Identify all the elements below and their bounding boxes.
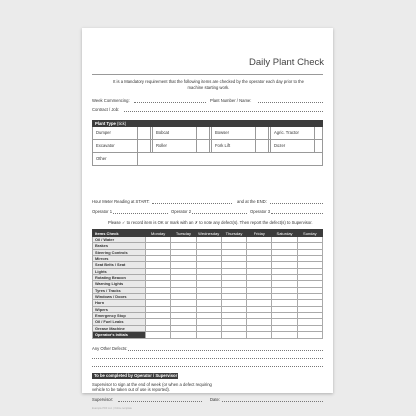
item-label: Tyres / Tracks	[93, 287, 146, 293]
day-header: Thursday	[221, 230, 246, 237]
hour-meter-end-label: and at the END:	[237, 199, 267, 204]
operator2-field[interactable]	[192, 213, 247, 214]
items-row	[93, 332, 323, 338]
operator1-label: Operator 1	[92, 209, 113, 214]
item-label: Seat Belts / Seat	[93, 262, 146, 268]
contract-job-field[interactable]	[124, 111, 323, 112]
operator2-label: Operator 2	[171, 209, 192, 214]
other-defects-label: Any Other Defects:	[92, 346, 128, 351]
operator1-field[interactable]	[113, 213, 168, 214]
other-defects-line[interactable]	[128, 350, 323, 351]
item-label: Oil / Fuel Leaks	[93, 319, 146, 325]
instruction-text: Please ✓ to record item is OK or mark with an ✗ to note any defect(s). Then report the defect(s) to Supervisor.	[108, 220, 313, 225]
plant-other-label: Other	[93, 153, 138, 165]
check-cell[interactable]	[272, 332, 297, 338]
plant-tractor-label: Agric. Tractor	[270, 127, 315, 139]
plant-bowser-tickbox[interactable]	[256, 127, 269, 139]
item-label: Operator's Initials	[93, 332, 146, 338]
supervisor-signature-field[interactable]	[118, 401, 202, 402]
day-header: Tuesday	[171, 230, 196, 237]
plant-type-row	[93, 140, 323, 153]
item-label: Rotating Beacon	[93, 275, 146, 281]
item-label: Wipers	[93, 306, 146, 312]
check-cell[interactable]	[196, 332, 221, 338]
check-cell[interactable]	[247, 332, 272, 338]
plant-forklift-tickbox[interactable]	[256, 140, 269, 152]
items-header: Items Check	[93, 230, 146, 237]
footer-text: Example PDF Ltd. | Online template	[92, 407, 132, 410]
contract-job-label: Contract / Job:	[92, 107, 120, 112]
plant-forklift-label: Fork Lift	[211, 140, 256, 152]
intro-text: It is a Mandatory requirement that the following items are checked by the operator each day prior to the machine starting work.	[113, 79, 304, 90]
plant-number-label: Plant Number / Name:	[210, 98, 252, 103]
item-label: Steering Controls	[93, 249, 146, 255]
plant-number-field[interactable]	[258, 102, 323, 103]
plant-bobcat-tickbox[interactable]	[197, 127, 210, 139]
plant-bowser-label: Bowser	[211, 127, 256, 139]
date-field[interactable]	[222, 401, 323, 402]
plant-excavator-tickbox[interactable]	[138, 140, 151, 152]
item-label: Emergency Stop	[93, 313, 146, 319]
plant-tractor-tickbox[interactable]	[315, 127, 323, 139]
items-header-row	[93, 230, 323, 237]
plant-bobcat-label: Bobcat	[152, 127, 197, 139]
item-label: Lights	[93, 268, 146, 274]
plant-type-header: Plant Type (tick)	[92, 120, 323, 127]
week-commencing-label: Week Commencing:	[92, 98, 130, 103]
plant-dumper-tickbox[interactable]	[138, 127, 151, 139]
item-label: Mirrors	[93, 256, 146, 262]
check-cell[interactable]	[221, 332, 246, 338]
operator3-field[interactable]	[271, 213, 323, 214]
item-label: Grease Machine	[93, 325, 146, 331]
hour-meter-start-label: Hour Meter Reading at START:	[92, 199, 150, 204]
other-defects-line[interactable]	[92, 366, 323, 367]
operator3-label: Operator 3	[250, 209, 271, 214]
plant-other-field[interactable]	[138, 153, 323, 165]
page-title: Daily Plant Check	[249, 57, 324, 68]
week-commencing-field[interactable]	[134, 102, 206, 103]
item-label: Warning Lights	[93, 281, 146, 287]
plant-type-table	[92, 120, 323, 166]
day-header: Wednesday	[196, 230, 221, 237]
hour-meter-end-field[interactable]	[270, 203, 323, 204]
day-header: Friday	[247, 230, 272, 237]
item-label: Oil / Water	[93, 237, 146, 243]
check-cell[interactable]	[171, 332, 196, 338]
plant-dumper-label: Dumper	[93, 127, 138, 139]
hour-meter-start-field[interactable]	[152, 203, 232, 204]
plant-roller-tickbox[interactable]	[197, 140, 210, 152]
plant-dozer-label: Dozer	[270, 140, 315, 152]
day-header: Saturday	[272, 230, 297, 237]
item-label: Windows / Doors	[93, 294, 146, 300]
check-cell[interactable]	[297, 332, 322, 338]
document-page	[82, 28, 333, 410]
plant-excavator-label: Excavator	[93, 140, 138, 152]
supervisor-label: Supervisor:	[92, 397, 114, 402]
supervisor-section-header: To be completed by Operator / Supervisor	[94, 373, 178, 378]
items-check-table	[92, 229, 323, 339]
other-defects-line[interactable]	[92, 358, 323, 359]
item-label: Horn	[93, 300, 146, 306]
day-header: Monday	[146, 230, 171, 237]
plant-dozer-tickbox[interactable]	[315, 140, 323, 152]
supervisor-instructions: Supervisor to sign at the end of week (or when a defect requiring vehicle to be taken out of use is reported).	[92, 382, 212, 392]
plant-type-row	[93, 127, 323, 140]
date-label: Date:	[210, 397, 221, 402]
day-header: Sunday	[297, 230, 322, 237]
check-cell[interactable]	[146, 332, 171, 338]
plant-roller-label: Roller	[152, 140, 197, 152]
item-label: Brakes	[93, 243, 146, 249]
plant-type-row	[93, 153, 323, 166]
title-divider	[92, 74, 323, 75]
